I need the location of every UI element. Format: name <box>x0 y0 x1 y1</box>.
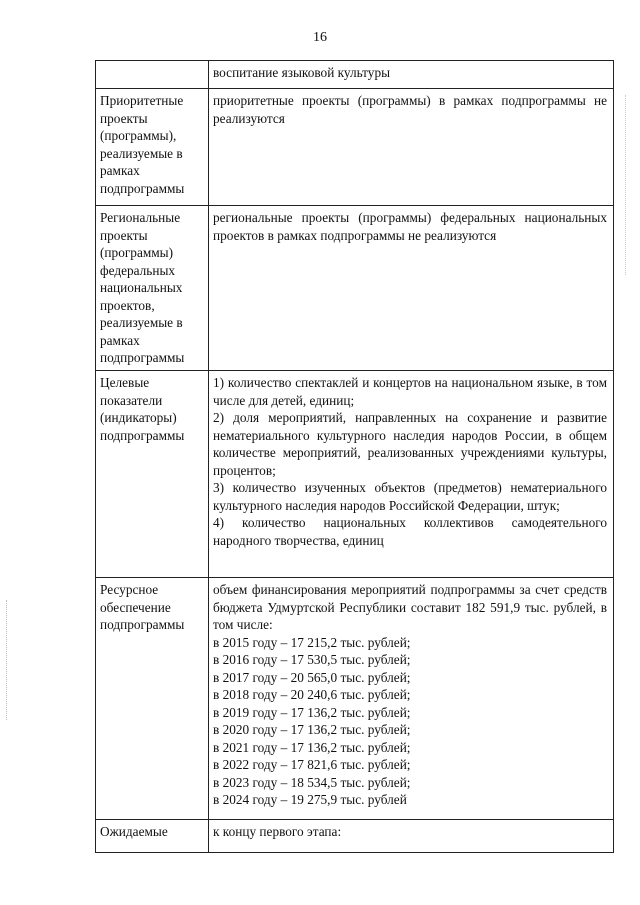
content-line: в 2017 году – 20 565,0 тыс. рублей; <box>213 669 411 685</box>
content-line: воспитание языковой культуры <box>213 65 391 80</box>
row-content <box>209 206 614 370</box>
row-content <box>209 371 614 577</box>
content-line: в 2022 году – 17 821,6 тыс. рублей; <box>213 757 411 772</box>
scan-margin-mark <box>6 600 9 720</box>
row-content <box>209 61 614 88</box>
content-line: объем финансирования мероприятий подпрограммы за счет средств бюджета Удмуртской Республики составит 182 591,9 тыс. рублей, в том числе: <box>213 582 607 632</box>
row-label <box>96 61 209 88</box>
table-row <box>96 371 614 578</box>
row-label: Ожидаемые <box>96 820 209 852</box>
table-row <box>96 578 614 820</box>
content-line: в 2024 году – 19 275,9 тыс. рублей <box>213 792 407 807</box>
table-row <box>96 820 614 853</box>
content-line: в 2021 году – 17 136,2 тыс. рублей; <box>213 739 411 755</box>
content-line: 3) количество изученных объектов (предметов) нематериального культурного наследия народов Российской Федерации, штук; <box>213 480 607 513</box>
content-line: в 2019 году – 17 136,2 тыс. рублей; <box>213 704 411 720</box>
content-line: 1) количество спектаклей и концертов на национальном языке, в том числе для детей, единиц; <box>213 375 607 408</box>
row-label: Приоритетные проекты (программы), реализуемые в рамках подпрограммы <box>96 89 209 205</box>
table-row <box>96 61 614 89</box>
page-number: 16 <box>313 30 327 45</box>
content-line: в 2015 году – 17 215,2 тыс. рублей; <box>213 634 411 650</box>
row-label: Региональные проекты (программы) федеральных национальных проектов, реализуемые в рамках подпрограммы <box>96 206 209 370</box>
content-line: в 2016 году – 17 530,5 тыс. рублей; <box>213 652 411 667</box>
row-content <box>209 89 614 205</box>
content-line: приоритетные проекты (программы) в рамках подпрограммы не реализуются <box>213 93 607 126</box>
table-row <box>96 206 614 371</box>
row-label: Ресурсное обеспечение подпрограммы <box>96 578 209 819</box>
content-line: в 2020 году – 17 136,2 тыс. рублей; <box>213 722 411 737</box>
subprogram-passport-table <box>95 60 614 853</box>
content-line: региональные проекты (программы) федеральных национальных проектов в рамках подпрограммы не реализуются <box>213 210 607 243</box>
row-content <box>209 820 614 852</box>
content-line: к концу первого этапа: <box>213 824 342 839</box>
content-line: 2) доля мероприятий, направленных на сохранение и развитие нематериального культурного наследия народов России, в общем количестве мероприятий, реализованных учреждениями культуры, процентов; <box>213 410 607 478</box>
table-row <box>96 89 614 206</box>
scan-edge-mark <box>625 95 628 275</box>
row-label: Целевые показатели (индикаторы) подпрограммы <box>96 371 209 577</box>
content-line: в 2018 году – 20 240,6 тыс. рублей; <box>213 687 411 702</box>
content-line: в 2023 году – 18 534,5 тыс. рублей; <box>213 774 411 790</box>
row-content <box>209 578 614 819</box>
content-line: 4) количество национальных коллективов самодеятельного народного творчества, единиц <box>213 515 607 548</box>
